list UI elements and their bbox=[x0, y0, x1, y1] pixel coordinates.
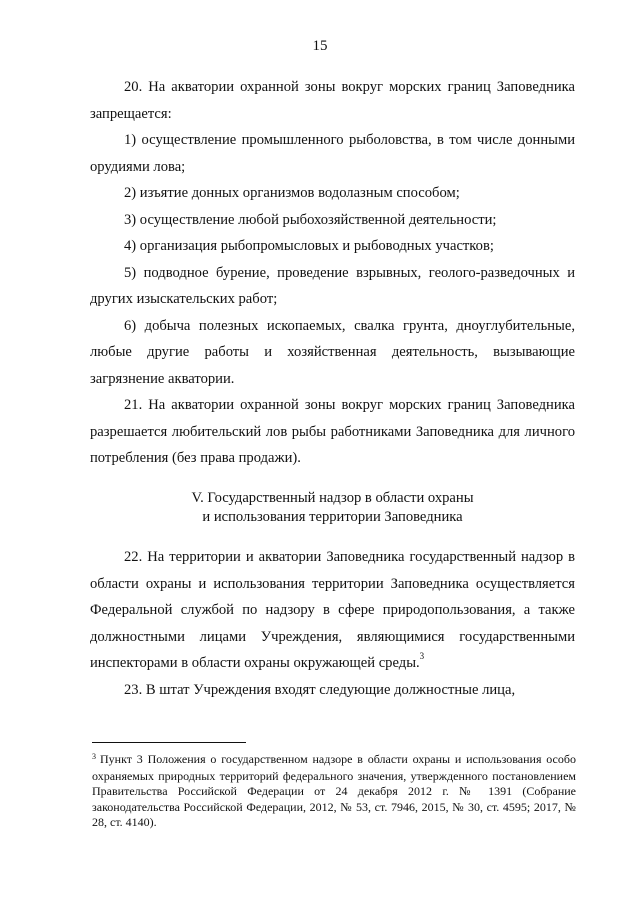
section-title-line: V. Государственный надзор в области охраны bbox=[191, 490, 474, 506]
paragraph-21: 21. На акватории охранной зоны вокруг морских границ Заповедника разрешается любительский лов рыбы работниками Заповедника для личного потребления (без права продажи). bbox=[90, 397, 575, 466]
footnote bbox=[92, 752, 576, 831]
list-item: 4) организация рыбопромысловых и рыбоводных участков; bbox=[124, 238, 494, 254]
list-item: 5) подводное бурение, проведение взрывных, геолого-разведочных и других изыскательских работ; bbox=[90, 264, 575, 307]
paragraph-22 bbox=[90, 544, 575, 677]
list-item: 3) осуществление любой рыбохозяйственной деятельности; bbox=[124, 211, 497, 228]
supervision-block bbox=[90, 544, 575, 703]
list-item: 6) добыча полезных ископаемых, свалка грунта, дноуглубительные, любые другие работы и хозяйственная деятельность, вызывающие загрязнение акватории. bbox=[90, 317, 575, 387]
list-item: 2) изъятие донных организмов водолазным способом; bbox=[124, 185, 460, 201]
list-item: 1) осуществление промышленного рыболовства, в том числе донными орудиями лова; bbox=[90, 132, 575, 175]
section-title-line: и использования территории Заповедника bbox=[202, 509, 463, 525]
restrictions-block bbox=[90, 74, 575, 472]
footnote-text: Пункт 3 Положения о государственном надзоре в области охраны и использования особо охраняемых природных территорий федерального значения, утвержденного постановлением Правительства Российской Федерации от 24 декабря 2012 г. № 1391 (Собрание законодательства Российской Федерации, 2012, № 53, ст. 7946, 2015, № 30, ст. 4595; 2017, № 28, ст. 4140). bbox=[92, 752, 576, 830]
page-number: 15 bbox=[312, 38, 328, 54]
paragraph-23: 23. В штат Учреждения входят следующие должностные лица, bbox=[124, 681, 516, 698]
section-heading bbox=[90, 489, 575, 527]
paragraph-20: 20. На акватории охранной зоны вокруг морских границ Заповедника запрещается: bbox=[90, 79, 575, 122]
footnote-divider bbox=[92, 742, 246, 743]
footnote-mark: 3 bbox=[92, 752, 96, 761]
paragraph-22-text: 22. На территории и акватории Заповедника государственный надзор в области охраны и использования территории Заповедника осуществляется Федеральной службой по надзору в сфере природопользования, а также должностными лицами Учреждения, являющимися государственными инспекторами в области охраны окружающей среды. bbox=[90, 549, 575, 671]
footnote-ref: 3 bbox=[419, 651, 425, 662]
